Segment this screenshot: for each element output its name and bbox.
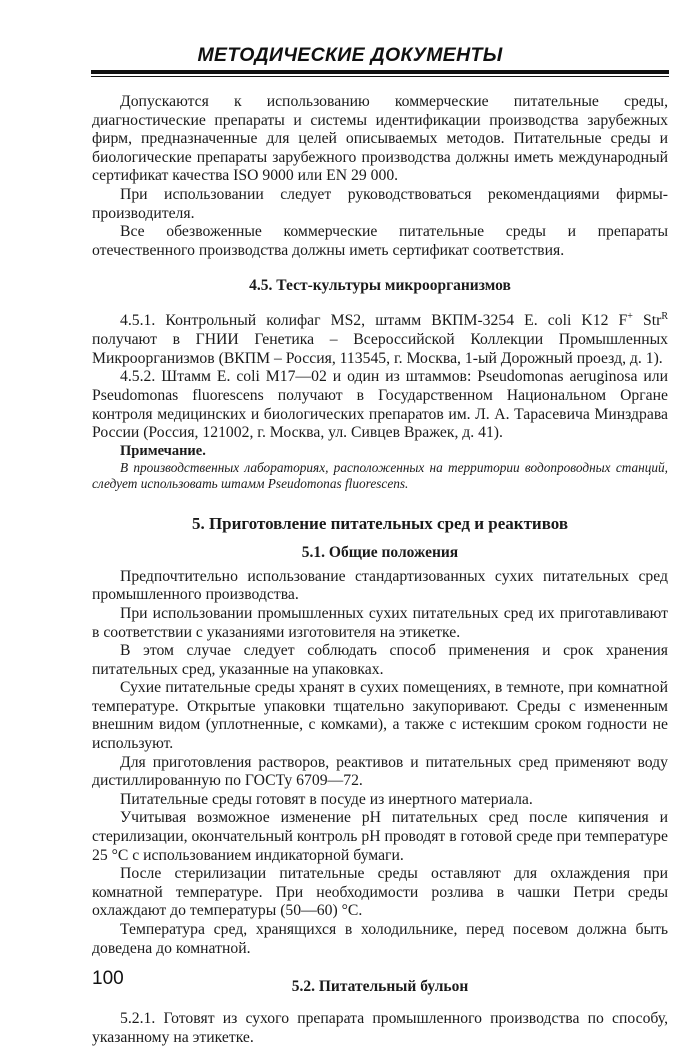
- paragraph-5-1-4: Сухие питательные среды хранят в сухих помещениях, в темноте, при комнатной температуре. Открытые упаковки тщательно закупоривают. Среды с измененным внешним видом (уплотненные, с комками), а также с истекшим сроком годности не используют.: [92, 679, 668, 753]
- paragraph-5-1-5: Для приготовления растворов, реактивов и питательных сред применяют воду дистиллированную по ГОСТу 6709—72.: [92, 753, 668, 790]
- paragraph-5-1-1: Предпочтительно использование стандартизованных сухих питательных сред промышленного производства.: [92, 567, 668, 604]
- header-rule-thick: [91, 70, 669, 74]
- page-number: 100: [92, 968, 124, 989]
- paragraph-4-5-1: 4.5.1. Контрольный колифаг MS2, штамм ВКПМ-3254 E. coli K12 F+ Str$^R$ получают в ГНИИ Генетика – Всероссийской Коллекции Промышленных Микроорганизмов (ВКПМ – Россия, 113545, г. Москва, 1-ый Дорожный проезд, д. 1).: [92, 311, 668, 367]
- section-4-5-heading: 4.5. Тест-культуры микроорганизмов: [249, 277, 511, 295]
- paragraph-4-5-2: 4.5.2. Штамм E. coli M17—02 и один из штаммов: Pseudomonas aeruginosa или Pseudomonas fluorescens получают в Государственном Национальном Органе контроля медицинских и биологических препаратов им. Л. А. Тарасевича Минздрава России (Россия, 121002, г. Москва, ул. Сивцев Вражек, д. 41).: [92, 368, 668, 442]
- header-rule-thin: [91, 76, 669, 77]
- intro-paragraph-3: Все обезвоженные коммерческие питательные среды и препараты отечественного производства должны иметь сертификат соответствия.: [92, 223, 668, 259]
- intro-paragraph-2: При использовании следует руководствоваться рекомендациями фирмы-производителя.: [92, 185, 668, 222]
- section-5-2-heading: 5.2. Питательный бульон: [291, 978, 469, 996]
- paragraph-5-1-9: Температура сред, хранящихся в холодильнике, перед посевом должна быть доведена до комнатной.: [92, 921, 668, 957]
- section-5-1-heading: 5.1. Общие положения: [301, 543, 459, 561]
- header-title: МЕТОДИЧЕСКИЕ ДОКУМЕНТЫ: [197, 44, 503, 66]
- note-text: В производственных лабораториях, расположенных на территории водопроводных станций, следует использовать штамм Pseudomonas fluorescens.: [92, 459, 668, 491]
- paragraph-5-1-3: В этом случае следует соблюдать способ применения и срок хранения питательных сред, указанные на упаковках.: [92, 642, 668, 678]
- paragraph-5-1-6: Питательные среды готовят в посуде из инертного материала.: [120, 790, 533, 808]
- paragraph-5-1-8: После стерилизации питательные среды оставляют для охлаждения при комнатной температуре. При необходимости розлива в чашки Петри среды охлаждают до температуры (50—60) °C.: [92, 865, 668, 920]
- page-content: [92, 93, 668, 1047]
- paragraph-5-1-2: При использовании промышленных сухих питательных сред их приготавливают в соответствии с указаниями изготовителя на этикетке.: [92, 604, 668, 641]
- note-label: Примечание.: [120, 442, 206, 459]
- paragraph-5-2-1: 5.2.1. Готовят из сухого препарата промышленного производства по способу, указанному на этикетке.: [92, 1010, 668, 1046]
- paragraph-5-1-7: Учитывая возможное изменение pH питательных сред после кипячения и стерилизации, окончательный контроль pH проводят в готовой среде при температуре 25 °C с использованием индикаторной бумаги.: [92, 809, 668, 864]
- intro-paragraph-1: Допускаются к использованию коммерческие питательные среды, диагностические препараты и системы идентификации производства зарубежных фирм, предназначенные для целей описываемых методов. Питательные среды и биологические препараты зарубежного производства должны иметь международный сертификат качества ISO 9000 или EN 29 000.: [92, 93, 668, 185]
- section-5-heading: 5. Приготовление питательных сред и реактивов: [191, 513, 569, 533]
